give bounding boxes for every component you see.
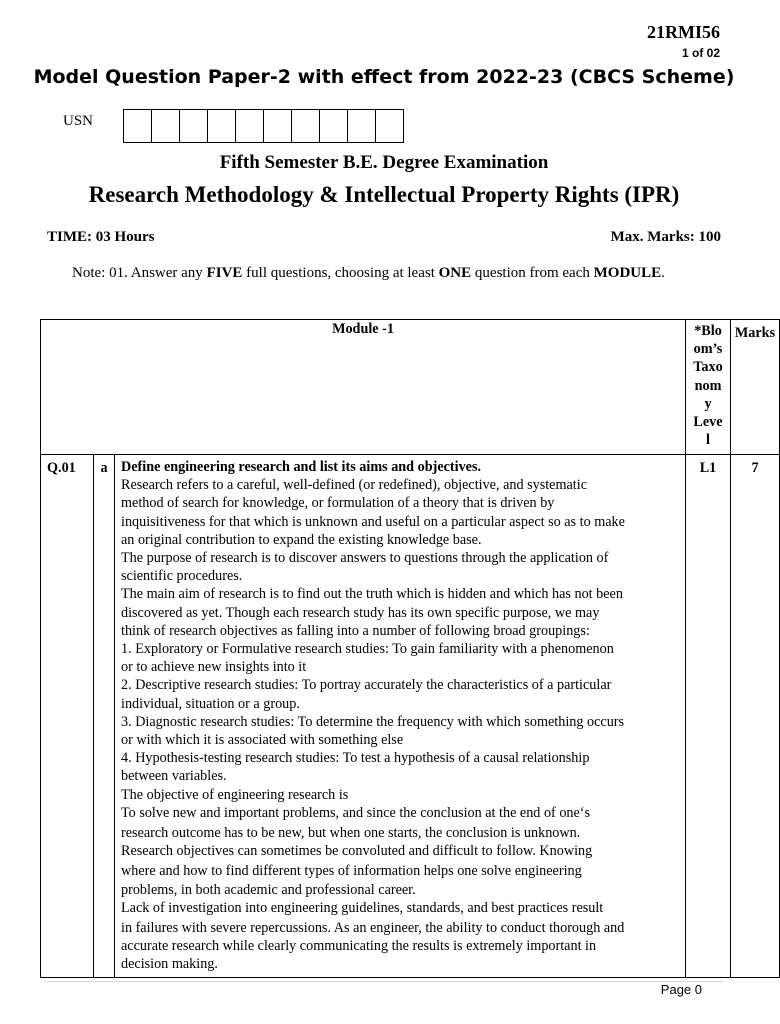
bullet-line bbox=[121, 937, 681, 955]
blooms-level: L1 bbox=[686, 455, 731, 978]
note-text: . bbox=[661, 265, 665, 281]
usn-box bbox=[292, 110, 320, 142]
answer-line: 4. Hypothesis-testing research studies: To test a hypothesis of a causal relationship bbox=[121, 750, 590, 767]
module-heading: Module -1 bbox=[41, 320, 686, 455]
bullet-line bbox=[121, 899, 681, 919]
objective-bullets bbox=[121, 804, 681, 974]
note-text: question from each bbox=[471, 265, 594, 281]
usn-box bbox=[208, 110, 236, 142]
footer-divider bbox=[44, 981, 724, 982]
bullet-text: research outcome has to be new, but when one starts, the conclusion is unknown. bbox=[121, 825, 581, 842]
level-header-fragment: Leve bbox=[693, 414, 723, 431]
level-header-fragment: Taxo bbox=[693, 359, 723, 376]
usn-box bbox=[124, 110, 152, 142]
level-header-fragment: *Blo bbox=[694, 323, 722, 339]
bullet-text: Lack of investigation into engineering guidelines, standards, and best practices result bbox=[121, 899, 604, 916]
table-header-row bbox=[41, 320, 780, 455]
answer-line: or with which it is associated with something else bbox=[121, 732, 404, 749]
bullet-text: problems, in both academic and professional career. bbox=[121, 881, 416, 898]
bullet-line bbox=[121, 862, 681, 880]
answer-line: scientific procedures. bbox=[121, 568, 243, 585]
bullet-text: decision making. bbox=[121, 956, 218, 973]
usn-boxes bbox=[123, 109, 404, 143]
answer-body bbox=[121, 476, 681, 804]
note-emph-module: MODULE bbox=[593, 265, 662, 281]
page-footer: Page 0 bbox=[660, 982, 702, 997]
bullet-text: in failures with severe repercussions. As an engineer, the ability to conduct thorough and bbox=[121, 920, 625, 937]
usn-box bbox=[180, 110, 208, 142]
usn-box bbox=[236, 110, 264, 142]
question-marks: 7 bbox=[731, 455, 780, 978]
answer-line: method of search for knowledge, or formulation of a theory that is driven by bbox=[121, 495, 555, 512]
usn-label: USN bbox=[63, 113, 94, 129]
level-header-fragment: nom bbox=[694, 377, 722, 394]
model-paper-title: Model Question Paper-2 with effect from 2022-23 (CBCS Scheme) bbox=[33, 66, 735, 88]
answer-line: The main aim of research is to find out the truth which is hidden and which has not been bbox=[121, 586, 623, 603]
answer-line: an original contribution to expand the existing knowledge base. bbox=[121, 531, 482, 548]
note-emph-five: FIVE bbox=[206, 265, 243, 281]
bullet-line bbox=[121, 842, 681, 862]
max-marks: Max. Marks: 100 bbox=[610, 229, 721, 245]
usn-box bbox=[376, 110, 403, 142]
answer-line: 3. Diagnostic research studies: To determine the frequency with which something occurs bbox=[121, 713, 625, 730]
bullet-line bbox=[121, 955, 681, 973]
answer-line: individual, situation or a group. bbox=[121, 695, 300, 712]
bullet-item bbox=[121, 804, 681, 842]
note-text: full questions, choosing at least bbox=[242, 265, 439, 281]
answer-line: The purpose of research is to discover answers to questions through the application of bbox=[121, 550, 609, 567]
question-number: Q.01 bbox=[41, 455, 94, 978]
note-emph-one: ONE bbox=[438, 265, 472, 281]
bullet-item bbox=[121, 842, 681, 899]
answer-line: inquisitiveness for that which is unknown and useful on a particular aspect so as to make bbox=[121, 513, 625, 530]
marks-header: Marks bbox=[731, 320, 780, 455]
answer-line: think of research objectives as falling into a number of following broad groupings: bbox=[121, 622, 590, 639]
usn-box bbox=[152, 110, 180, 142]
usn-box bbox=[264, 110, 292, 142]
answer-line: 1. Exploratory or Formulative research studies: To gain familiarity with a phenomenon bbox=[121, 641, 614, 658]
bullet-line bbox=[121, 804, 681, 824]
answer-line: 2. Descriptive research studies: To portray accurately the characteristics of a particular bbox=[121, 677, 612, 694]
bullet-text: where and how to find different types of information helps one solve engineering bbox=[121, 863, 582, 880]
answer-line: Research refers to a careful, well-defined (or redefined), objective, and systematic bbox=[121, 477, 587, 494]
bullet-text: To solve new and important problems, and since the conclusion at the end of one‘s bbox=[121, 804, 591, 821]
table-row bbox=[41, 455, 780, 978]
semester-heading: Fifth Semester B.E. Degree Examination bbox=[219, 152, 549, 173]
page-of-count: 1 of 02 bbox=[681, 46, 720, 60]
bullet-text: Research objectives can sometimes be convoluted and difficult to follow. Knowing bbox=[121, 843, 593, 860]
bullet-item bbox=[121, 899, 681, 974]
bullet-line bbox=[121, 881, 681, 899]
course-code: 21RMI56 bbox=[647, 22, 720, 42]
answer-line: or to achieve new insights into it bbox=[121, 659, 307, 676]
bullet-line bbox=[121, 919, 681, 937]
question-title: Define engineering research and list its aims and objectives. bbox=[121, 459, 482, 475]
bullet-line bbox=[121, 824, 681, 842]
answer-line: discovered as yet. Though each research study has its own specific purpose, we may bbox=[121, 604, 600, 621]
exam-time: TIME: 03 Hours bbox=[47, 229, 155, 245]
blooms-level-header bbox=[686, 320, 731, 455]
answer-line: The objective of engineering research is bbox=[121, 786, 349, 803]
sub-question-label: a bbox=[94, 455, 115, 978]
level-header-fragment: om’s bbox=[693, 341, 723, 358]
subject-title: Research Methodology & Intellectual Property Rights (IPR) bbox=[88, 182, 680, 207]
level-header-fragment: y bbox=[704, 395, 712, 412]
answer-text bbox=[115, 455, 686, 978]
question-table bbox=[40, 319, 780, 978]
usn-box bbox=[320, 110, 348, 142]
answer-line: between variables. bbox=[121, 768, 227, 785]
instructions-note bbox=[72, 265, 665, 282]
bullet-text: accurate research while clearly communicating the results is extremely important in bbox=[121, 938, 597, 955]
level-header-fragment: l bbox=[706, 432, 710, 449]
usn-box bbox=[348, 110, 376, 142]
note-text: Note: 01. Answer any bbox=[72, 265, 207, 281]
